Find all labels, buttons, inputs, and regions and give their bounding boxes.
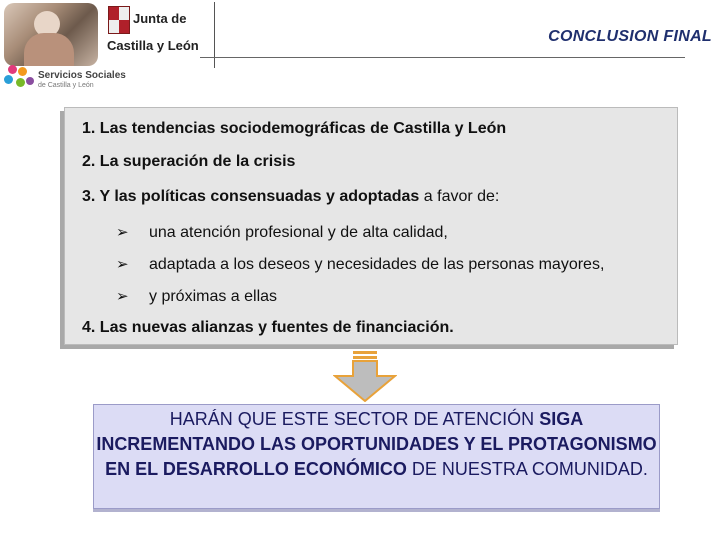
arrow-bullet-icon: ➢ [116, 256, 129, 273]
elderly-care-photo [4, 3, 98, 66]
sub-logo-line2: de Castilla y León [38, 82, 94, 89]
conclusion-part3: DE NUESTRA COMUNIDAD. [406, 459, 648, 479]
header-vertical-divider [214, 2, 215, 68]
factor-item-1: 1. Las tendencias sociodemográficas de Castilla y León [82, 120, 507, 137]
list-item [116, 287, 277, 306]
sub-logo-line1: Servicios Sociales [38, 70, 126, 81]
factor-item-3 [82, 188, 499, 206]
logo-text-line2: Castilla y León [107, 38, 199, 53]
down-arrow-icon [333, 350, 397, 402]
page-title: CONCLUSION FINAL [548, 28, 712, 45]
bullet-text: adaptada a los deseos y necesidades de las personas mayores, [149, 256, 605, 273]
factors-panel [64, 107, 678, 345]
arrow-bullet-icon: ➢ [116, 288, 129, 305]
arrow-bullet-icon: ➢ [116, 224, 129, 241]
conclusion-part2: SIGA INCREMENTANDO LAS OPORTUNIDADES Y EL PROTAGONISMO EN EL DESARROLLO ECONÓMICO [96, 409, 657, 479]
factor-item-3-bold: 3. Y las políticas consensuadas y adoptadas [82, 188, 420, 205]
bullet-text: una atención profesional y de alta calidad, [149, 224, 448, 241]
bullet-text: y próximas a ellas [149, 288, 278, 305]
conclusion-box [93, 404, 660, 509]
social-services-logo-icon [2, 63, 36, 91]
factor-item-2: 2. La superación de la crisis [82, 153, 296, 170]
factor-item-4: 4. Las nuevas alianzas y fuentes de financiación. [82, 319, 454, 336]
header-horizontal-divider [200, 57, 685, 58]
logo-text-line1: Junta de [133, 11, 187, 26]
list-item [116, 255, 604, 274]
list-item [116, 223, 448, 242]
factor-item-3-rest: a favor de: [419, 188, 500, 205]
conclusion-part1: HARÁN QUE ESTE SECTOR DE ATENCIÓN [169, 409, 540, 429]
castilla-leon-shield-icon [108, 6, 130, 34]
